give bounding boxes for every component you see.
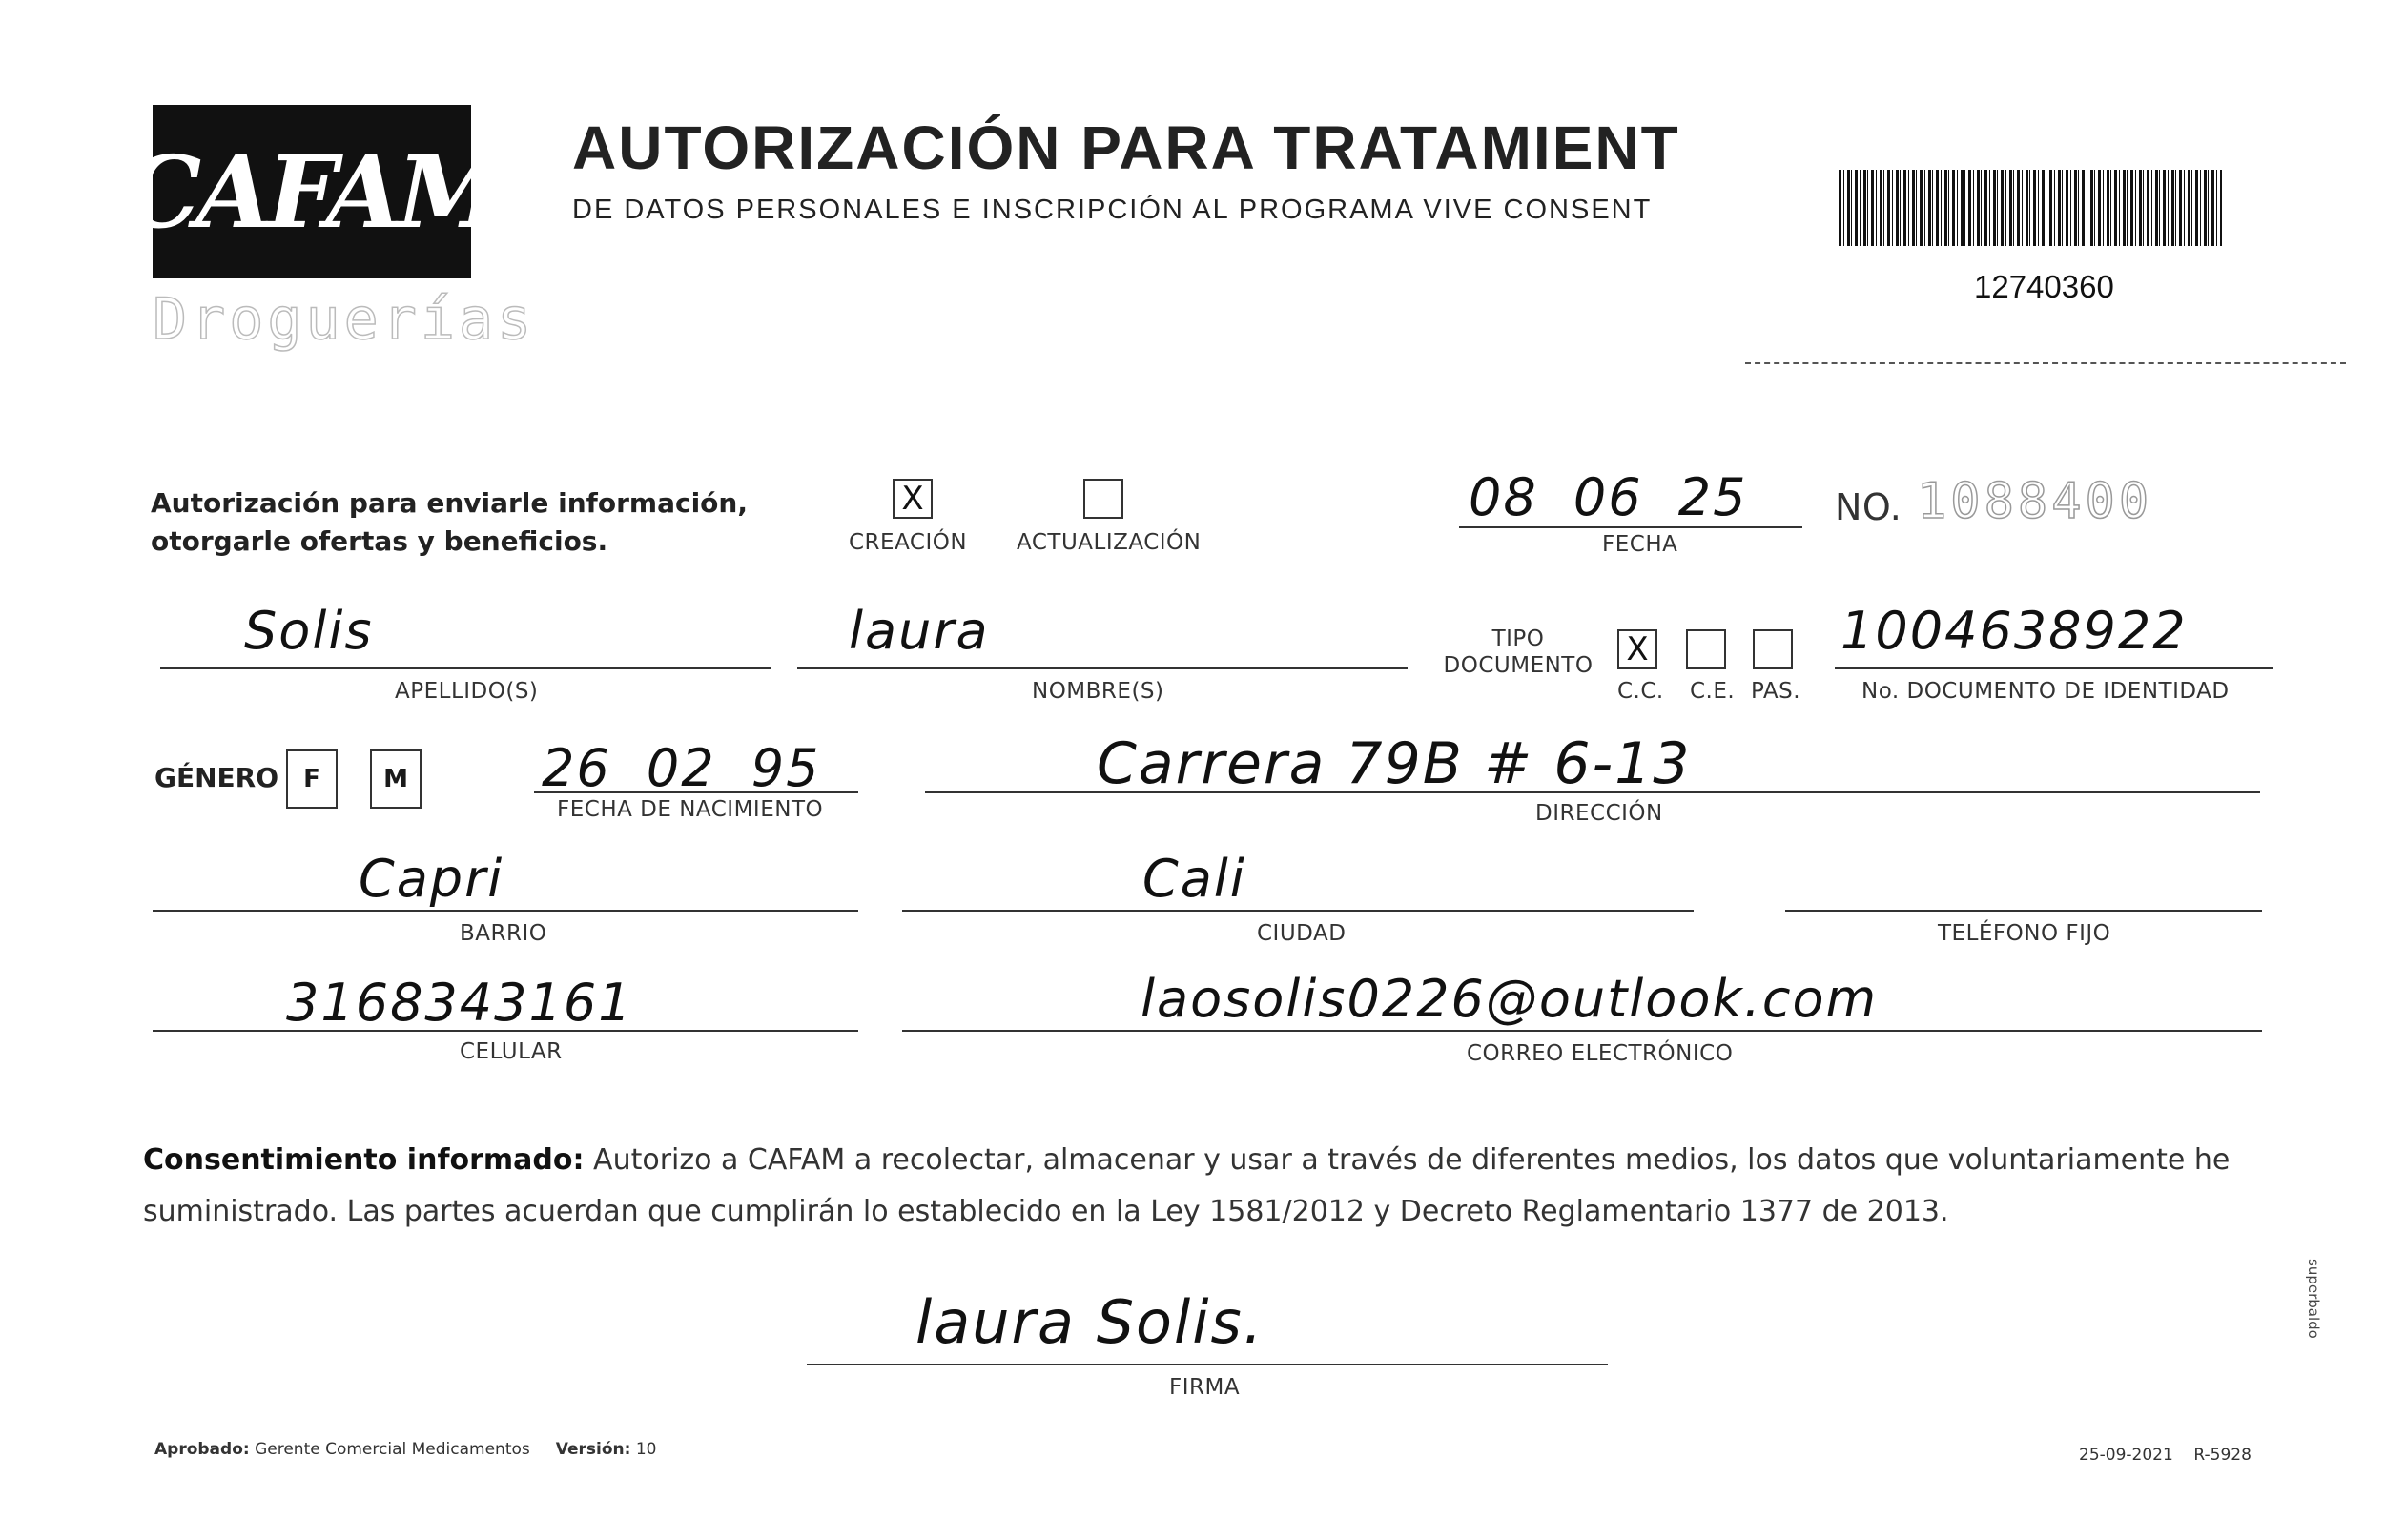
authorization-line-2: otorgarle ofertas y beneficios.: [151, 525, 608, 557]
correo-line: [902, 1030, 2262, 1032]
genero-m-label: M: [383, 765, 408, 793]
actualizacion-label: ACTUALIZACIÓN: [1017, 530, 1202, 555]
footer-codes: [2079, 1446, 2252, 1465]
consent-text: Autorizo a CAFAM a recolectar, almacenar y usar a través de diferentes medios, los datos que voluntariamente he suministrado. Las partes acuerdan que cumplirán lo establecido en la Ley 1581/2012 y Decreto Reglamentario 1377 de 2013.: [143, 1143, 2231, 1228]
authorization-line-1: Autorización para enviarle información,: [151, 487, 748, 519]
barrio-line: [153, 910, 858, 912]
date-code: 25-09-2021: [2079, 1446, 2173, 1465]
tipo-ce-label: C.E.: [1690, 679, 1736, 704]
form-subtitle: DE DATOS PERSONALES E INSCRIPCIÓN AL PROGRAMA VIVE CONSENT: [572, 195, 1653, 225]
form-title: AUTORIZACIÓN PARA TRATAMIENT: [572, 113, 1680, 182]
nombre-value[interactable]: laura: [849, 601, 990, 661]
authorization-text: [151, 484, 748, 561]
tipo-documento-label: TIPO DOCUMENTO: [1443, 626, 1594, 678]
barrio-value[interactable]: Capri: [359, 849, 504, 909]
barcode-image: [1839, 170, 2222, 246]
signature-line: [807, 1364, 1608, 1365]
apellido-label: APELLIDO(S): [395, 679, 539, 704]
signature-label: FIRMA: [1169, 1375, 1241, 1400]
tipo-cc-label: C.C.: [1617, 679, 1664, 704]
direccion-label: DIRECCIÓN: [1535, 801, 1663, 826]
aprobado-value: Gerente Comercial Medicamentos: [255, 1440, 530, 1459]
version-label: Versión:: [555, 1440, 631, 1459]
ciudad-value[interactable]: Cali: [1142, 849, 1246, 909]
documento-value[interactable]: 1004638922: [1840, 601, 2188, 661]
celular-line: [153, 1030, 858, 1032]
celular-label: CELULAR: [460, 1039, 563, 1064]
telefono-line[interactable]: [1785, 910, 2262, 912]
genero-f-label: F: [303, 765, 320, 793]
ciudad-label: CIUDAD: [1257, 921, 1347, 946]
actualizacion-checkbox[interactable]: [1083, 479, 1123, 519]
nacimiento-label: FECHA DE NACIMIENTO: [557, 797, 824, 822]
creacion-checkbox[interactable]: [893, 479, 933, 519]
signature-value[interactable]: laura Solis.: [915, 1287, 1265, 1357]
barrio-label: BARRIO: [460, 921, 547, 946]
genero-m-box[interactable]: [370, 749, 422, 809]
ciudad-line: [902, 910, 1694, 912]
nacimiento-line: [534, 791, 858, 793]
nacimiento-value[interactable]: 26 02 95: [542, 738, 821, 798]
cafam-logo: [122, 105, 502, 278]
consent-heading: Consentimiento informado:: [143, 1143, 585, 1177]
correo-label: CORREO ELECTRÓNICO: [1467, 1041, 1734, 1066]
documento-line: [1835, 667, 2273, 669]
footer-approval: [154, 1440, 657, 1459]
barcode-number: 12740360: [1974, 269, 2114, 304]
fecha-label: FECHA: [1602, 532, 1678, 557]
genero-label: GÉNERO: [154, 762, 279, 793]
fecha-value[interactable]: 08 06 25: [1469, 467, 1748, 527]
form-code: R-5928: [2193, 1446, 2252, 1465]
consent-paragraph: [143, 1135, 2289, 1238]
creacion-check-mark: X: [901, 480, 924, 518]
correo-value[interactable]: laosolis0226@outlook.com: [1141, 969, 1879, 1029]
apellido-line: [160, 667, 771, 669]
telefono-label: TELÉFONO FIJO: [1938, 921, 2111, 946]
nombre-line: [797, 667, 1408, 669]
vertical-printer-text: superbaldo: [2305, 1259, 2322, 1339]
no-label: NO.: [1835, 486, 1902, 528]
aprobado-label: Aprobado:: [154, 1440, 250, 1459]
apellido-value[interactable]: Solis: [244, 601, 374, 661]
documento-label: No. DOCUMENTO DE IDENTIDAD: [1861, 679, 2230, 704]
direccion-line: [925, 791, 2260, 793]
version-value: 10: [635, 1440, 657, 1459]
genero-f-box[interactable]: [286, 749, 338, 809]
logo-text: CAFAM: [122, 133, 502, 251]
logo-subtitle: Droguerías: [153, 286, 536, 353]
creacion-label: CREACIÓN: [849, 530, 968, 555]
tipo-pas-label: PAS.: [1751, 679, 1801, 704]
no-value: 1088400: [1917, 473, 2153, 530]
nombre-label: NOMBRE(S): [1032, 679, 1164, 704]
fecha-line: [1459, 526, 1802, 528]
tipo-cc-checkbox[interactable]: [1617, 629, 1657, 669]
celular-value[interactable]: 3168343161: [286, 973, 633, 1033]
header-divider: [1745, 362, 2346, 364]
tipo-ce-checkbox[interactable]: [1686, 629, 1726, 669]
direccion-value[interactable]: Carrera 79B # 6-13: [1097, 730, 1692, 797]
tipo-pas-checkbox[interactable]: [1753, 629, 1793, 669]
tipo-cc-check-mark: X: [1626, 630, 1649, 668]
